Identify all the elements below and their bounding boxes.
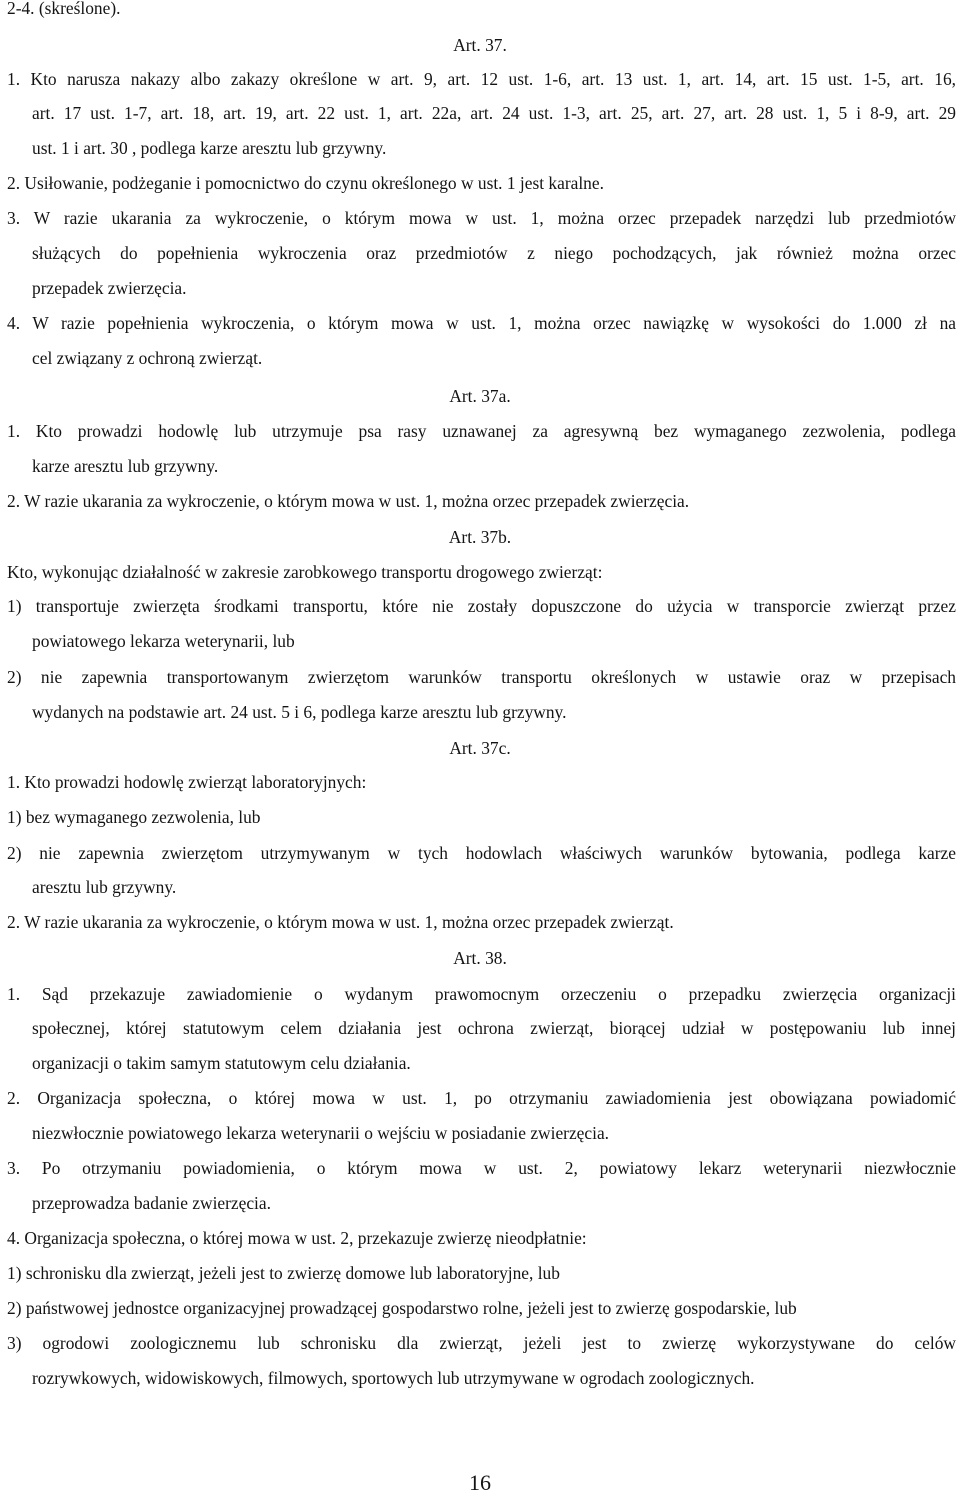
text-line: 1. Sąd przekazuje zawiadomienie o wydanym prawomocnym orzeczeniu o przepadku zwierzęcia organizacji [7,984,956,1004]
text-line: służących do popełnienia wykroczenia oraz przedmiotów z niego pochodzących, jak również można orzec [32,243,956,263]
text-line: 1) schronisku dla zwierząt, jeżeli jest to zwierzę domowe lub laboratoryjne, lub [7,1263,560,1283]
text-line: przeprowadza badanie zwierzęcia. [32,1193,271,1213]
text-line: cel związany z ochroną zwierząt. [32,348,263,368]
text-line: wydanych na podstawie art. 24 ust. 5 i 6, podlega karze aresztu lub grzywny. [32,702,567,722]
page-number: 16 [469,1470,491,1495]
article-heading: Art. 38. [453,948,507,968]
text-line: 2. Usiłowanie, podżeganie i pomocnictwo do czynu określonego w ust. 1 jest karalne. [7,173,604,193]
text-line: art. 17 ust. 1-7, art. 18, art. 19, art. 22 ust. 1, art. 22a, art. 24 ust. 1-3, art. 25, art. 27, art. 28 ust. 1, 5 i 8-9, art. 29 [32,103,956,123]
article-heading: Art. 37c. [449,738,511,758]
article-heading: Art. 37. [453,35,507,55]
text-line: 4. Organizacja społeczna, o której mowa w ust. 2, przekazuje zwierzę nieodpłatnie: [7,1228,587,1248]
text-line: organizacji o takim samym statutowym celu działania. [32,1053,411,1073]
text-line: 1. Kto narusza nakazy albo zakazy określone w art. 9, art. 12 ust. 1-6, art. 13 ust. 1, art. 14, art. 15 ust. 1-5, art. 16, [7,69,956,89]
text-line: 1) bez wymaganego zezwolenia, lub [7,807,261,827]
text-line: 1. Kto prowadzi hodowlę zwierząt laboratoryjnych: [7,772,367,792]
text-line: 2) państwowej jednostce organizacyjnej prowadzącej gospodarstwo rolne, jeżeli jest to zwierzę gospodarskie, lub [7,1298,797,1318]
text-line: 4. W razie popełnienia wykroczenia, o którym mowa w ust. 1, można orzec nawiązkę w wysokości do 1.000 zł na [7,313,956,333]
text-line: 3. Po otrzymaniu powiadomienia, o którym mowa w ust. 2, powiatowy lekarz weterynarii niezwłocznie [7,1158,956,1178]
text-line: społecznej, której statutowym celem działania jest ochrona zwierząt, biorącej udział w postępowaniu lub innej [32,1018,956,1038]
text-line: 2. W razie ukarania za wykroczenie, o którym mowa w ust. 1, można orzec przepadek zwierząt. [7,912,674,932]
text-line: 2-4. (skreślone). [7,0,121,18]
text-line: niezwłocznie powiatowego lekarza weterynarii o wejściu w posiadanie zwierzęcia. [32,1123,610,1143]
text-line: Kto, wykonując działalność w zakresie zarobkowego transportu drogowego zwierząt: [7,562,603,582]
text-line: przepadek zwierzęcia. [32,278,187,298]
text-line: 3. W razie ukarania za wykroczenie, o którym mowa w ust. 1, można orzec przepadek narzędzi lub przedmiotów [7,208,956,228]
article-heading: Art. 37b. [448,527,512,547]
text-line: 3) ogrodowi zoologicznemu lub schronisku dla zwierząt, jeżeli jest to zwierzę wykorzystywane do celów [7,1333,956,1353]
text-line: 1. Kto prowadzi hodowlę lub utrzymuje psa rasy uznawanej za agresywną bez wymaganego zezwolenia, podlega [7,421,956,441]
text-line: 2) nie zapewnia zwierzętom utrzymywanym w tych hodowlach właściwych warunków bytowania, podlega karze [7,843,956,863]
text-line: 2. Organizacja społeczna, o której mowa w ust. 1, po otrzymaniu zawiadomienia jest obowiązana powiadomić [7,1088,956,1108]
text-line: 1) transportuje zwierzęta środkami transportu, które nie zostały dopuszczone do użycia w transporcie zwierząt przez [7,596,956,616]
text-line: karze aresztu lub grzywny. [32,456,219,476]
text-line: ust. 1 i art. 30 , podlega karze aresztu lub grzywny. [32,138,387,158]
text-line: rozrywkowych, widowiskowych, filmowych, sportowych lub utrzymywane w ogrodach zoologicznych. [32,1368,755,1388]
text-line: 2. W razie ukarania za wykroczenie, o którym mowa w ust. 1, można orzec przepadek zwierzęcia. [7,491,690,511]
article-heading: Art. 37a. [449,386,511,406]
text-line: 2) nie zapewnia transportowanym zwierzętom warunków transportu określonych w ustawie oraz w przepisach [7,667,956,687]
text-line: powiatowego lekarza weterynarii, lub [32,631,295,651]
text-line: aresztu lub grzywny. [32,877,177,897]
